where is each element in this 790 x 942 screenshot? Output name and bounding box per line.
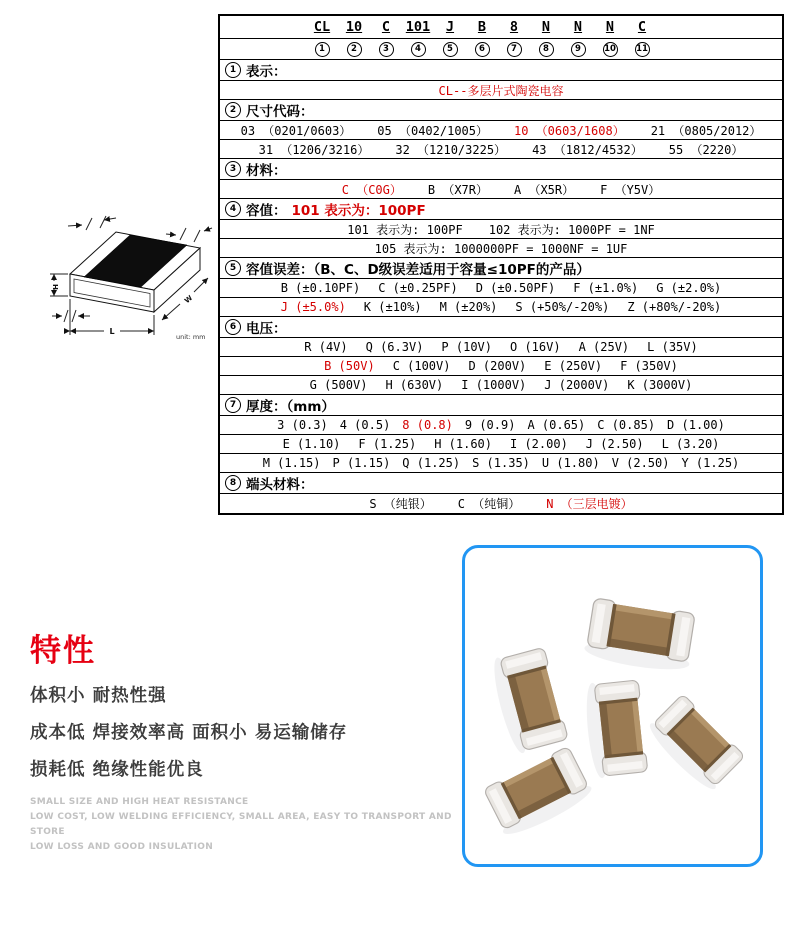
table-cell: N （三层电镀） <box>546 497 633 511</box>
table-cell: O (16V) <box>510 340 561 354</box>
part-number-code-row <box>220 16 782 39</box>
value-row <box>220 121 782 140</box>
table-cell: C （C0G） <box>341 182 402 197</box>
table-cell: 4 (0.5) <box>339 418 391 432</box>
height-label: H <box>52 284 60 290</box>
table-cell: G (±2.0%) <box>656 281 722 295</box>
chip-top <box>583 598 697 675</box>
position-number <box>466 42 498 57</box>
table-cell: J (2.50) <box>585 437 644 451</box>
section-number: 6 <box>225 319 241 335</box>
code-char: CL <box>313 19 331 35</box>
table-cell: I (1000V) <box>461 378 527 392</box>
table-cell: K (±10%) <box>363 300 422 314</box>
position-number-circle: 4 <box>411 42 426 57</box>
table-cell: I (2.00) <box>510 437 568 451</box>
table-cell: L (3.20) <box>661 437 720 451</box>
code-char: N <box>605 19 615 35</box>
table-cell: 尺寸代码： <box>246 104 314 120</box>
table-cell: S (1.35) <box>472 456 530 470</box>
table-cell: D (±0.50PF) <box>475 281 556 295</box>
table-cell: M (±20%) <box>439 300 498 314</box>
position-number <box>594 42 626 57</box>
table-cell: F （Y5V） <box>600 182 661 197</box>
table-cell: 05 （0402/1005） <box>377 123 488 138</box>
table-cell: L (35V) <box>647 340 698 354</box>
table-cell: A (0.65) <box>527 418 586 432</box>
length-label: L <box>109 327 115 336</box>
table-cell: G (500V) <box>309 378 368 392</box>
position-number-circle: 8 <box>539 42 554 57</box>
code-char: N <box>541 19 551 35</box>
part-number-table <box>218 14 784 515</box>
value-row <box>220 298 782 317</box>
table-cell: U (1.80) <box>541 456 600 470</box>
position-number-circle: 11 <box>635 42 650 57</box>
chip-bottom-left <box>482 745 596 841</box>
code-char: 8 <box>509 19 519 35</box>
table-cell: 端头材料： <box>246 477 314 493</box>
table-cell: Q (1.25) <box>402 456 461 470</box>
table-cell: M (1.15) <box>262 456 321 470</box>
table-cell: J (2000V) <box>544 378 610 392</box>
position-number-row <box>220 39 782 60</box>
section-number: 4 <box>225 201 241 217</box>
feature-line: 损耗低 绝缘性能优良 <box>30 760 204 780</box>
code-char: N <box>573 19 583 35</box>
position-number-circle: 2 <box>347 42 362 57</box>
position-number <box>338 42 370 57</box>
table-cell: P (1.15) <box>332 456 391 470</box>
table-cell: E (1.10) <box>282 437 341 451</box>
value-row <box>220 180 782 199</box>
chip-left <box>488 645 569 755</box>
table-cell: B (±0.10PF) <box>280 281 361 295</box>
section-number: 1 <box>225 62 241 78</box>
table-cell: 10 （0603/1608） <box>514 123 625 138</box>
value-row <box>220 454 782 473</box>
feature-line-en: SMALL SIZE AND HIGH HEAT RESISTANCE <box>30 797 249 807</box>
table-cell: 电压： <box>246 321 287 337</box>
chip-middle <box>583 678 648 779</box>
table-cell: 55 （2220） <box>668 142 744 157</box>
table-cell: Q (6.3V) <box>365 340 424 354</box>
table-cell: 3 (0.3) <box>277 418 328 432</box>
position-number <box>626 42 658 57</box>
table-cell: 21 （0805/2012） <box>650 123 762 138</box>
table-cell: S （纯银） <box>369 497 432 511</box>
value-row <box>220 279 782 298</box>
section-header-row <box>220 258 782 279</box>
value-row <box>220 376 782 395</box>
table-cell: 9 (0.9) <box>464 418 516 432</box>
feature-line: 体积小 耐热性强 <box>30 686 167 706</box>
table-cell: Z (+80%/-20%) <box>627 300 722 314</box>
position-number <box>562 42 594 57</box>
table-cell: C (0.85) <box>597 418 656 432</box>
position-number <box>370 42 402 57</box>
feature-line-en: LOW LOSS AND GOOD INSULATION <box>30 842 214 852</box>
capacitor-dimension-drawing <box>28 198 213 346</box>
table-cell: 厚度：（mm） <box>246 399 335 415</box>
code-char: B <box>477 19 487 35</box>
table-cell: 材料： <box>246 163 287 179</box>
section-number: 3 <box>225 161 241 177</box>
code-char: J <box>445 19 455 35</box>
table-cell: C （纯铜） <box>457 497 521 511</box>
section-number: 8 <box>225 475 241 491</box>
value-row <box>220 338 782 357</box>
value-row <box>220 220 782 239</box>
table-cell: K (3000V) <box>627 378 693 392</box>
position-number <box>402 42 434 57</box>
table-cell: CL--多层片式陶瓷电容 <box>438 83 564 98</box>
position-number-circle: 7 <box>507 42 522 57</box>
value-row <box>220 239 782 258</box>
section-header-row <box>220 100 782 121</box>
code-char: 10 <box>345 19 363 35</box>
table-cell: H (630V) <box>385 378 444 392</box>
table-cell: 32 （1210/3225） <box>395 142 507 157</box>
value-row <box>220 416 782 435</box>
position-number-circle: 6 <box>475 42 490 57</box>
code-char: C <box>637 19 647 35</box>
table-cell: 容值： <box>246 203 287 219</box>
table-cell: F (1.25) <box>358 437 417 451</box>
position-number <box>498 42 530 57</box>
position-number <box>306 42 338 57</box>
table-cell: 表示： <box>246 64 287 80</box>
table-cell: Y (1.25) <box>681 456 740 470</box>
value-row <box>220 357 782 376</box>
table-cell: 43 （1812/4532） <box>532 142 643 157</box>
features-title: 特性 <box>30 633 96 669</box>
table-cell: J (±5.0%) <box>280 300 346 314</box>
feature-line-en: LOW COST, LOW WELDING EFFICIENCY, SMALL AREA, EASY TO TRANSPORT AND STORE <box>30 812 452 837</box>
section-number: 5 <box>225 260 241 276</box>
table-cell: D (200V) <box>468 359 527 373</box>
position-number <box>434 42 466 57</box>
chip-right <box>644 693 746 795</box>
table-cell: 101 表示为: 100PF <box>347 222 463 237</box>
table-cell: A (25V) <box>578 340 630 354</box>
table-cell: 105 表示为: 1000000PF = 1000NF = 1UF <box>374 241 628 256</box>
position-number-circle: 9 <box>571 42 586 57</box>
section-header-row <box>220 317 782 338</box>
value-row <box>220 81 782 100</box>
capacitor-photo <box>465 548 760 864</box>
section-header-row <box>220 60 782 81</box>
position-number-circle: 3 <box>379 42 394 57</box>
table-cell: C (±0.25PF) <box>378 281 458 295</box>
code-char: C <box>381 19 391 35</box>
table-cell: R (4V) <box>304 340 348 354</box>
value-row <box>220 435 782 454</box>
table-cell: 容值误差：（B、C、D级误差适用于容量≤10PF的产品） <box>246 262 590 278</box>
table-cell: 8 (0.8) <box>402 418 453 432</box>
table-cell: P (10V) <box>441 340 492 354</box>
table-cell: V (2.50) <box>611 456 670 470</box>
table-cell: 31 （1206/3216） <box>258 142 370 157</box>
features-english <box>30 795 460 855</box>
feature-line: 成本低 焊接效率高 面积小 易运输储存 <box>30 723 348 743</box>
position-number-circle: 5 <box>443 42 458 57</box>
position-number-circle: 1 <box>315 42 330 57</box>
table-cell: D (1.00) <box>667 418 725 432</box>
section-header-row <box>220 159 782 180</box>
section-header-row <box>220 199 782 220</box>
position-number <box>530 42 562 57</box>
code-char: 101 <box>405 19 431 35</box>
value-row <box>220 494 782 513</box>
section-header-row <box>220 473 782 494</box>
table-cell: B (50V) <box>324 359 375 373</box>
position-number-circle: 10 <box>603 42 618 57</box>
section-number: 7 <box>225 397 241 413</box>
section-number: 2 <box>225 102 241 118</box>
table-cell: A （X5R） <box>514 182 575 197</box>
unit-label: unit: mm <box>176 333 206 341</box>
table-cell: B （X7R） <box>427 182 488 197</box>
table-cell: E (250V) <box>544 359 603 373</box>
table-cell: 102 表示为: 1000PF = 1NF <box>488 222 655 237</box>
table-cell: H (1.60) <box>434 437 492 451</box>
table-cell: 03 （0201/0603） <box>240 123 352 138</box>
features-section <box>30 625 460 855</box>
table-cell: C (100V) <box>392 359 451 373</box>
width-label: W <box>183 293 195 306</box>
table-cell: 101 表示为：100PF <box>291 203 426 219</box>
table-cell: S (+50%/-20%) <box>515 300 610 314</box>
table-cell: F (350V) <box>620 359 678 373</box>
product-photo-box <box>462 545 763 867</box>
section-header-row <box>220 395 782 416</box>
table-cell: F (±1.0%) <box>573 281 639 295</box>
value-row <box>220 140 782 159</box>
